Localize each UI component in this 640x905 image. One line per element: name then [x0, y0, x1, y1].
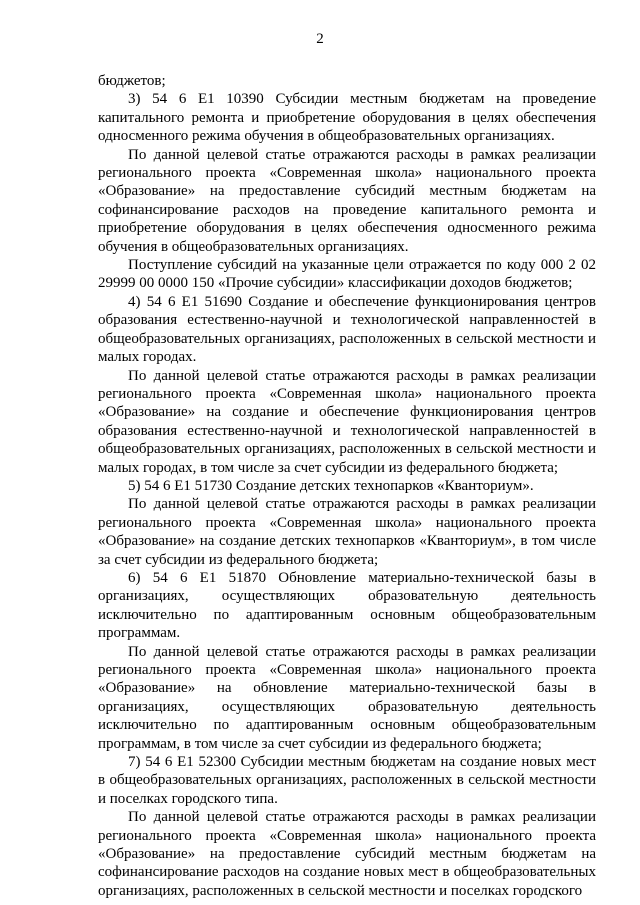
paragraph: По данной целевой статье отражаются расходы в рамках реализации регионального проекта «Современная школа» национального проекта «Образование» на создание и обеспечение функционирования центров образования естественно-научной и технологической направленностей в общеобразовательных организациях, расположенных в сельской местности и малых городах, в том числе за счет субсидии из федерального бюджета;: [98, 367, 596, 476]
page-number: 2: [316, 31, 324, 47]
paragraph: По данной целевой статье отражаются расходы в рамках реализации регионального проекта «Современная школа» национального проекта «Образование» на предоставление субсидий местным бюджетам на софинансирование расходов на проведение капитального ремонта и приобретение оборудования в целях обеспечения односменного режима обучения в общеобразовательных организациях.: [98, 146, 596, 255]
paragraph: Поступление субсидий на указанные цели отражается по коду 000 2 02 29999 00 0000 150 «Прочие субсидии» классификации доходов бюджетов;: [98, 257, 596, 292]
paragraph: 6) 54 6 E1 51870 Обновление материально-технической базы в организациях, осуществляющих образовательную деятельность исключительно по адаптированным основным общеобразовательным программам.: [98, 569, 596, 642]
document-body: [98, 72, 596, 900]
paragraph: 5) 54 6 E1 51730 Создание детских технопарков «Кванториум».: [128, 477, 534, 494]
paragraph: 4) 54 6 E1 51690 Создание и обеспечение функционирования центров образования естественно-научной и технологической направленностей в общеобразовательных организациях, расположенных в сельской местности и малых городах.: [98, 293, 596, 366]
paragraph: 3) 54 6 E1 10390 Субсидии местным бюджетам на проведение капитального ремонта и приобретение оборудования в целях обеспечения односменного режима обучения в общеобразовательных организациях.: [98, 91, 596, 145]
paragraph: По данной целевой статье отражаются расходы в рамках реализации регионального проекта «Современная школа» национального проекта «Образование» на предоставление субсидий местным бюджетам на софинансирование расходов на создание новых мест в общеобразовательных организациях, расположенных в сельской местности и поселках городского: [98, 809, 596, 899]
paragraph: По данной целевой статье отражаются расходы в рамках реализации регионального проекта «Современная школа» национального проекта «Образование» на обновление материально-технической базы в организациях, осуществляющих образовательную деятельность исключительно по адаптированным основным общеобразовательным программам, в том числе за счет субсидии из федерального бюджета;: [98, 643, 596, 752]
paragraph: бюджетов;: [98, 73, 166, 89]
paragraph: По данной целевой статье отражаются расходы в рамках реализации регионального проекта «Современная школа» национального проекта «Образование» на создание детских технопарков «Кванториум», в том числе за счет субсидии из федерального бюджета;: [98, 496, 596, 568]
paragraph: 7) 54 6 E1 52300 Субсидии местным бюджетам на создание новых мест в общеобразовательных организациях, расположенных в сельской местности и поселках городского типа.: [98, 754, 596, 807]
